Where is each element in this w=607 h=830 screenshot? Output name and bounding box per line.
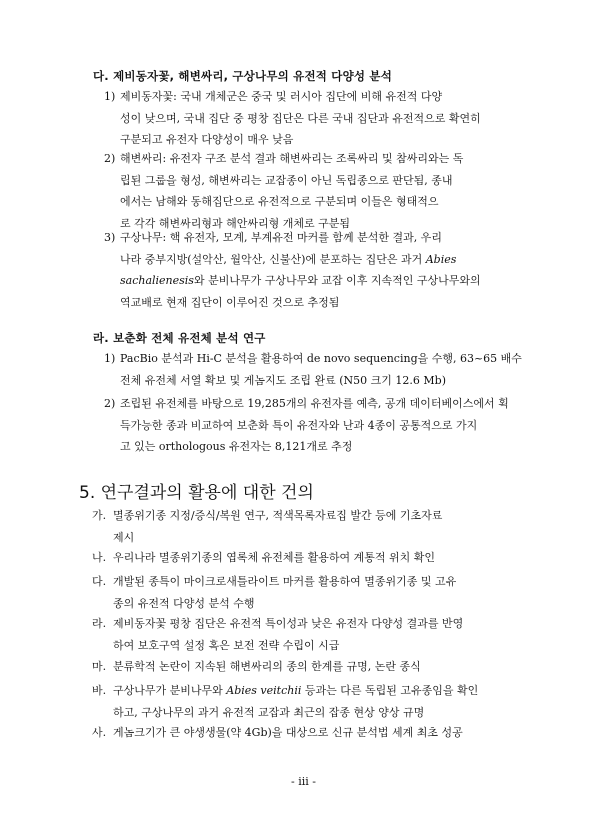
item-line: sachalienesis와 분비나무가 구상나무와 교잡 이후 지속적인 구상나무와의 xyxy=(120,274,481,287)
item-line: 멸종위기종 지정/증식/복원 연구, 적색목록자료집 발간 등에 기초자료 xyxy=(113,509,443,522)
item-line: 고 있는 orthologous 유전자는 8,121개로 추정 xyxy=(120,440,353,453)
item-line: 제비동자꽃: 국내 개체군은 중국 및 러시아 집단에 비해 유전적 다양 xyxy=(120,90,443,103)
item-line: 득가능한 종과 비교하여 보춘화 특이 유전자와 난과 4종이 공통적으로 가지 xyxy=(120,418,478,432)
item-line: 하여 보호구역 설정 혹은 보전 전략 수립이 시급 xyxy=(113,638,340,652)
item-line: 종의 유전적 다양성 분석 수행 xyxy=(113,596,255,610)
item-line: 해변싸리: 유전자 구조 분석 결과 해변싸리는 조록싸리 및 참싸리와는 독 xyxy=(120,152,464,165)
item-line: PacBio 분석과 Hi-C 분석을 활용하여 de novo sequencing을 수행, 63~65 배수 xyxy=(120,352,522,365)
item-line: 역교배로 현재 집단이 이루어진 것으로 추정됨 xyxy=(120,295,340,309)
item-number: 바. xyxy=(92,684,107,697)
item-line: 제비동자꽃 평창 집단은 유전적 특이성과 낮은 유전자 다양성 결과를 반영 xyxy=(113,617,464,630)
item-number: 다. xyxy=(92,575,107,588)
item-number: 라. xyxy=(92,617,107,630)
item-line: 성이 낮으며, 국내 집단 중 평창 집단은 다른 국내 집단과 유전적으로 확연히 xyxy=(120,111,481,125)
section-heading-da: 다. 제비동자꽃, 해변싸리, 구상나무의 유전적 다양성 분석 xyxy=(93,69,393,83)
item-line: 구상나무: 핵 유전자, 모계, 부계유전 마커를 함께 분석한 결과, 우리 xyxy=(120,231,442,244)
item-line: 에서는 남해와 동해집단으로 유전적으로 구분되며 이들은 형태적으 xyxy=(120,195,439,208)
item-line: 분류학적 논란이 지속된 해변싸리의 종의 한계를 규명, 논란 종식 xyxy=(113,660,421,673)
item-line: 조립된 유전체를 바탕으로 19,285개의 유전자를 예측, 공개 데이터베이스에서 획 xyxy=(120,397,509,410)
item-number: 3) xyxy=(104,231,116,244)
item-number: 1) xyxy=(104,352,116,365)
item-line: 제시 xyxy=(113,530,135,544)
section-heading-ra: 라. 보춘화 전체 유전체 분석 연구 xyxy=(93,331,266,345)
section-5-heading: 5. 연구결과의 활용에 대한 건의 xyxy=(79,483,314,503)
item-line: 게놈크기가 큰 야생생물(약 4Gb)을 대상으로 신규 분석법 세계 최초 성공 xyxy=(113,726,463,739)
item-number: 나. xyxy=(92,551,107,564)
item-number: 2) xyxy=(104,397,116,410)
item-number: 마. xyxy=(92,660,107,673)
item-line: 립된 그룹을 형성, 해변싸리는 교잡종이 아닌 독립종으로 판단됨, 종내 xyxy=(120,173,453,187)
item-line: 나라 중부지방(설악산, 월악산, 신불산)에 분포하는 집단은 과거 Abies xyxy=(120,252,457,266)
item-line: 로 각각 해변싸리형과 해안싸리형 개체로 구분됨 xyxy=(120,216,351,230)
item-line: 우리나라 멸종위기종의 엽록체 유전체를 활용하여 계통적 위치 확인 xyxy=(113,551,436,564)
item-line: 개발된 종특이 마이크로새틀라이트 마커를 활용하여 멸종위기종 및 고유 xyxy=(113,575,457,588)
item-number: 사. xyxy=(92,726,107,739)
page-number: - iii - xyxy=(291,775,316,788)
item-line: 하고, 구상나무의 과거 유전적 교잡과 최근의 잡종 현상 양상 규명 xyxy=(113,705,425,719)
item-number: 2) xyxy=(104,152,116,165)
item-line: 구분되고 유전자 다양성이 매우 낮음 xyxy=(120,133,294,146)
item-line: 전체 유전체 서열 확보 및 게놈지도 조립 완료 (N50 크기 12.6 Mb) xyxy=(120,373,446,387)
item-line: 구상나무가 분비나무와 Abies veitchii 등과는 다른 독립된 고유종임을 확인 xyxy=(113,684,479,697)
item-number: 가. xyxy=(92,509,107,522)
item-number: 1) xyxy=(104,90,116,103)
